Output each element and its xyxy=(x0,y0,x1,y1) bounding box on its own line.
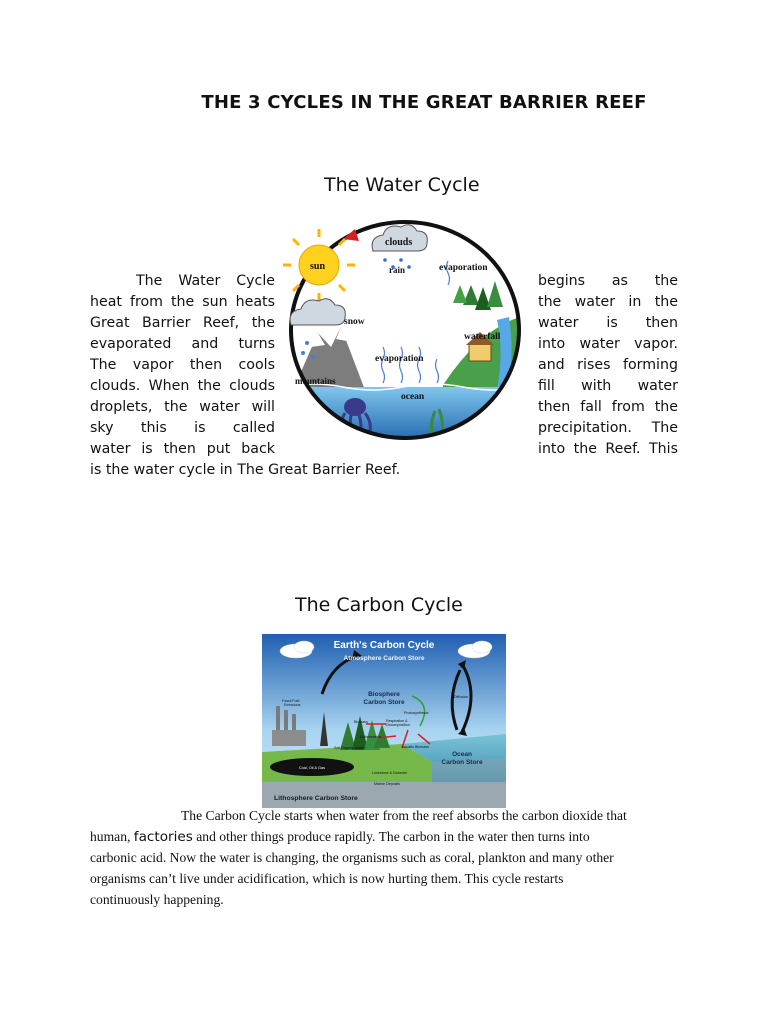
carbon-paragraph-line xyxy=(90,826,590,848)
carbon-label-title: Earth's Carbon Cycle xyxy=(333,640,435,651)
carbon-label-aquatic-biomass: Aquatic Biomass xyxy=(402,745,429,749)
water-text-right-line: into the Reef. This xyxy=(538,441,678,457)
water-text-right-line: begins as the xyxy=(538,273,678,289)
water-cycle-heading: The Water Cycle xyxy=(324,174,480,196)
water-cycle-diagram xyxy=(283,215,527,445)
carbon-cycle-heading: The Carbon Cycle xyxy=(295,594,463,616)
carbon-label-coal-oil-gas: Coal, Oil & Gas xyxy=(298,766,326,770)
carbon-text-segment: and other things produce rapidly. The carbon in the water then turns into xyxy=(192,829,590,844)
water-text-right-line: water is then xyxy=(538,315,678,331)
water-text-right-line: precipitation. The xyxy=(538,420,678,436)
carbon-paragraph-line: continuously happening. xyxy=(90,892,224,907)
carbon-label-respiration: Respiration & xyxy=(386,719,408,723)
water-text-right-line: the water in the xyxy=(538,294,678,310)
label-sun: sun xyxy=(310,261,326,272)
label-waterfall: waterfall xyxy=(464,332,501,342)
carbon-paragraph-line: organisms can’t live under acidification, which is now hurting them. This cycle restarts xyxy=(90,871,564,886)
carbon-label-deforestation: Deforestation xyxy=(360,735,382,739)
carbon-label-ocean: Ocean xyxy=(452,751,472,758)
water-text-left-line: Great Barrier Reef, the xyxy=(90,315,275,331)
water-text-last-line: is the water cycle in The Great Barrier Reef. xyxy=(90,462,401,478)
water-text-left-line: sky this is called xyxy=(90,420,275,436)
carbon-label-emissions: Emissions xyxy=(284,703,301,707)
water-text-left-line: water is then put back xyxy=(90,441,275,457)
water-text-right-line: fill with water xyxy=(538,378,678,394)
carbon-label-limestone: Limestone & Dolomite xyxy=(372,771,408,775)
carbon-label-biosphere: Biosphere xyxy=(368,691,400,698)
document-title: THE 3 CYCLES IN THE GREAT BARRIER REEF xyxy=(201,92,647,113)
label-ocean: ocean xyxy=(401,392,425,402)
water-text-left-line: droplets, the water will xyxy=(90,399,275,415)
water-text-right-line: into water vapor. xyxy=(538,336,678,352)
carbon-label-marine-deposits: Marine Deposits xyxy=(374,782,400,786)
carbon-label-photosynthesis: Photosynthesis xyxy=(404,711,429,715)
label-evaporation-top: evaporation xyxy=(439,263,488,273)
label-rain: rain xyxy=(389,265,406,275)
water-text-left-line: heat from the sun heats xyxy=(90,294,275,310)
label-evaporation-mid: evaporation xyxy=(375,354,424,364)
carbon-text-factories: factories xyxy=(133,829,193,845)
water-text-right-line: then fall from the xyxy=(538,399,678,415)
carbon-text-segment: human, xyxy=(90,829,134,844)
water-text-left-line: The vapor then cools xyxy=(90,357,275,373)
carbon-label-fossil-fuel: Fossil Fuel xyxy=(282,699,300,703)
water-text-right-line: and rises forming xyxy=(538,357,678,373)
carbon-label-ocean-store: Carbon Store xyxy=(441,759,483,766)
carbon-label-biosphere-store: Carbon Store xyxy=(363,699,405,706)
house-shape xyxy=(469,343,491,361)
carbon-label-diffusion: Diffusion xyxy=(454,695,468,699)
carbon-label-atmosphere: Atmosphere Carbon Store xyxy=(343,655,425,662)
water-text-left-line: clouds. When the clouds xyxy=(90,378,275,394)
label-mountains: mountains xyxy=(295,376,336,386)
carbon-label-soil-organic: Soil Organic Matter xyxy=(334,746,365,750)
water-text-left-line: evaporated and turns xyxy=(90,336,275,352)
carbon-cycle-diagram xyxy=(262,634,506,808)
water-text-left-line: The Water Cycle xyxy=(136,273,275,289)
carbon-label-decomposition: Decomposition xyxy=(386,723,410,727)
carbon-paragraph-line: carbonic acid. Now the water is changing, the organisms such as coral, plankton and many other xyxy=(90,850,614,865)
carbon-label-biomass: Biomass xyxy=(354,720,368,724)
label-snow: snow xyxy=(344,317,365,327)
label-clouds: clouds xyxy=(385,237,413,248)
carbon-label-lithosphere: Lithosphere Carbon Store xyxy=(274,795,358,802)
carbon-paragraph-line: The Carbon Cycle starts when water from the reef absorbs the carbon dioxide that xyxy=(181,808,627,823)
